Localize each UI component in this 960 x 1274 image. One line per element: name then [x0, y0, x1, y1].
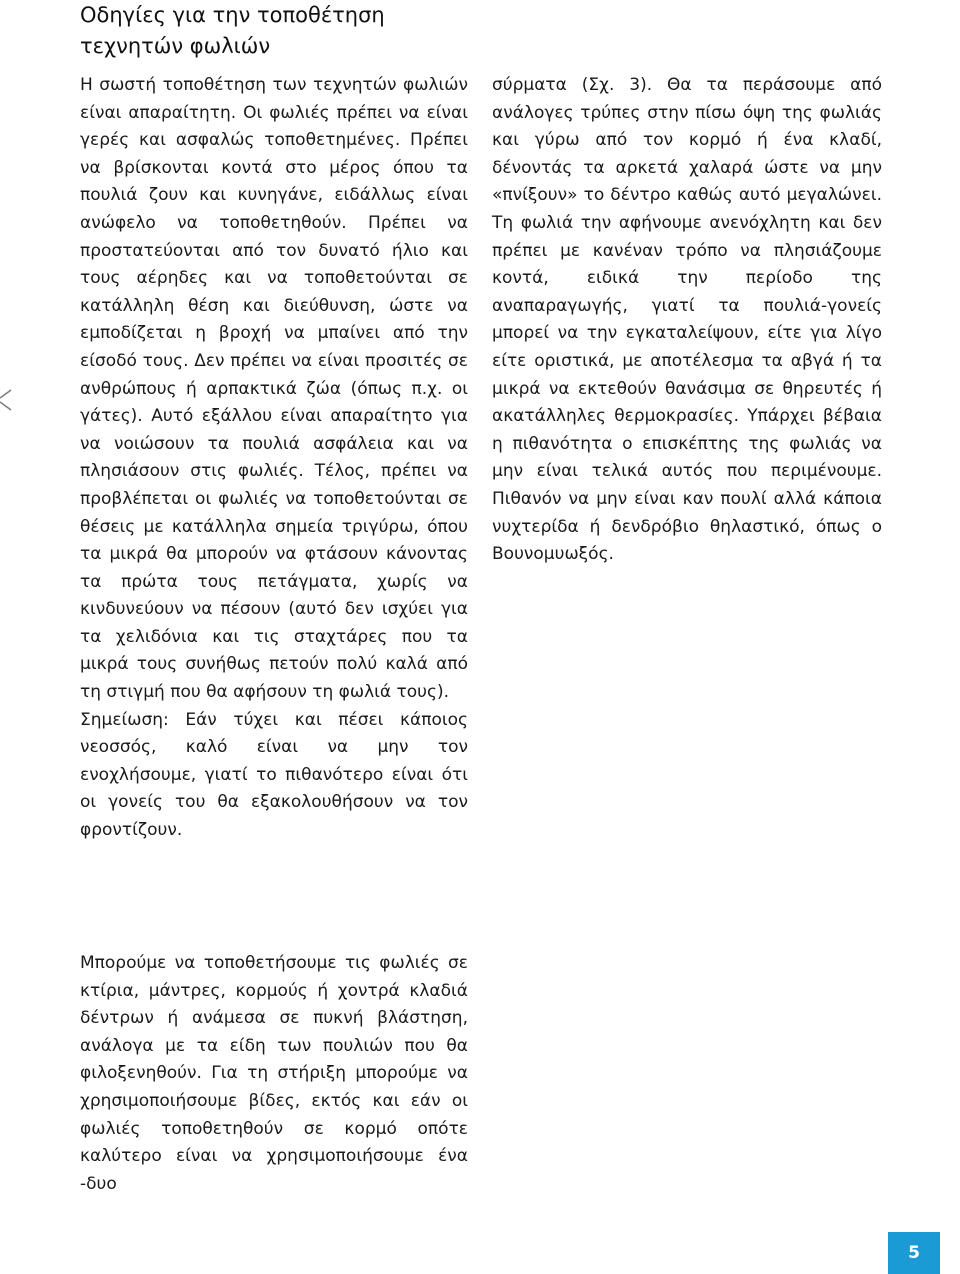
paragraph-mounting-locations: Μπορούμε να τοποθετήσουμε τις φωλιές σε κτίρια, μάντρες, κορμούς ή χοντρά κλαδιά δέντρων ή ανάμεσα σε πυκνή βλάστηση, ανάλογα με τα είδη των πουλιών που θα φιλοξενηθούν. Για τη στήριξη μπορούμε να χρησιμοποιήσουμε βίδες, εκτός και εάν οι φωλιές τοποθετηθούν σε κορμό οπότε καλύτερο είναι να χρησιμοποιήσουμε ένα -δυο [80, 953, 468, 1194]
paragraph-note: Σημείωση: Εάν τύχει και πέσει κάποιος νεοσσός, καλό είναι να μην τον ενοχλήσουμε, γιατί το πιθανότερο είναι ότι οι γονείς του θα εξακολουθήσουν να τον φροντίζουν. [80, 709, 468, 841]
paragraph-placement-guidelines: Η σωστή τοποθέτηση των τεχνητών φωλιών είναι απαραίτητη. Οι φωλιές πρέπει να είναι γερές και ασφαλώς τοποθετημένες. Πρέπει να βρίσκονται κοντά στο μέρος όπου τα πουλιά ζουν και κυνηγάνε, ειδάλλως είναι ανώφελο να τοποθετηθούν. Πρέπει να προστατεύονται από τον δυνατό ήλιο και τους αέρηδες και να τοποθετούνται σε κατάλληλη θέση και διεύθυνση, ώστε να εμποδίζεται η βροχή να μπαίνει από την είσοδό τους. Δεν πρέπει να είναι προσιτές σε ανθρώπους ή αρπακτικά ζώα (όπως π.χ. οι γάτες). Αυτό εξάλλου είναι απαραίτητο για να νοιώσουν τα πουλιά ασφάλεια και να πλησιάσουν στις φωλιές. Τέλος, πρέπει να προβλέπεται οι φωλιές να τοποθετούνται σε θέσεις με κατάλληλα σημεία τριγύρω, όπου τα μικρά θα μπορούν να φτάσουν κάνοντας τα πρώτα τους πετάγματα, χωρίς να κινδυνεύουν να πέσουν (αυτό δεν ισχύει για τα χελιδόνια και τις σταχτάρες που τα μικρά τους συνήθως πετούν πολύ καλά από τη στιγμή που θα αφήσουν τη φωλιά τους). [80, 75, 468, 703]
left-column-bottom [80, 950, 468, 1198]
left-column-top [80, 72, 468, 845]
page-number: 5 [908, 1243, 920, 1263]
section-title-line-2: τεχνητών φωλιών [80, 34, 271, 58]
page-number-badge [888, 1232, 940, 1274]
right-column [492, 72, 882, 569]
page-edge-mark [0, 380, 14, 420]
paragraph-wire-mounting: σύρματα (Σχ. 3). Θα τα περάσουμε από ανάλογες τρύπες στην πίσω όψη της φωλιάς και γύρω από τον κορμό ή ένα κλαδί, δένοντάς τα αρκετά χαλαρά ώστε να μην «πνίξουν» το δέντρο καθώς αυτό μεγαλώνει. Τη φωλιά την αφήνουμε ανενόχλητη και δεν πρέπει με κανέναν τρόπο να πλησιάζουμε κοντά, ειδικά την περίοδο της αναπαραγωγής, γιατί τα πουλιά-γονείς μπορεί να την εγκαταλείψουν, είτε για λίγο είτε οριστικά, με αποτέλεσμα τα αβγά ή τα μικρά να εκτεθούν θανάσιμα σε θηρευτές ή ακατάλληλες θερμοκρασίες. Υπάρχει βέβαια η πιθανότητα ο επισκέπτης της φωλιάς να μην είναι τελικά αυτός που περιμένουμε. Πιθανόν να μην είναι καν πουλί αλλά κάποια νυχτερίδα ή δενδρόβιο θηλαστικό, όπως ο Βουνομυωξός. [492, 75, 882, 565]
section-title [80, 0, 500, 62]
section-title-line-1: Οδηγίες για την τοποθέτηση [80, 3, 385, 27]
